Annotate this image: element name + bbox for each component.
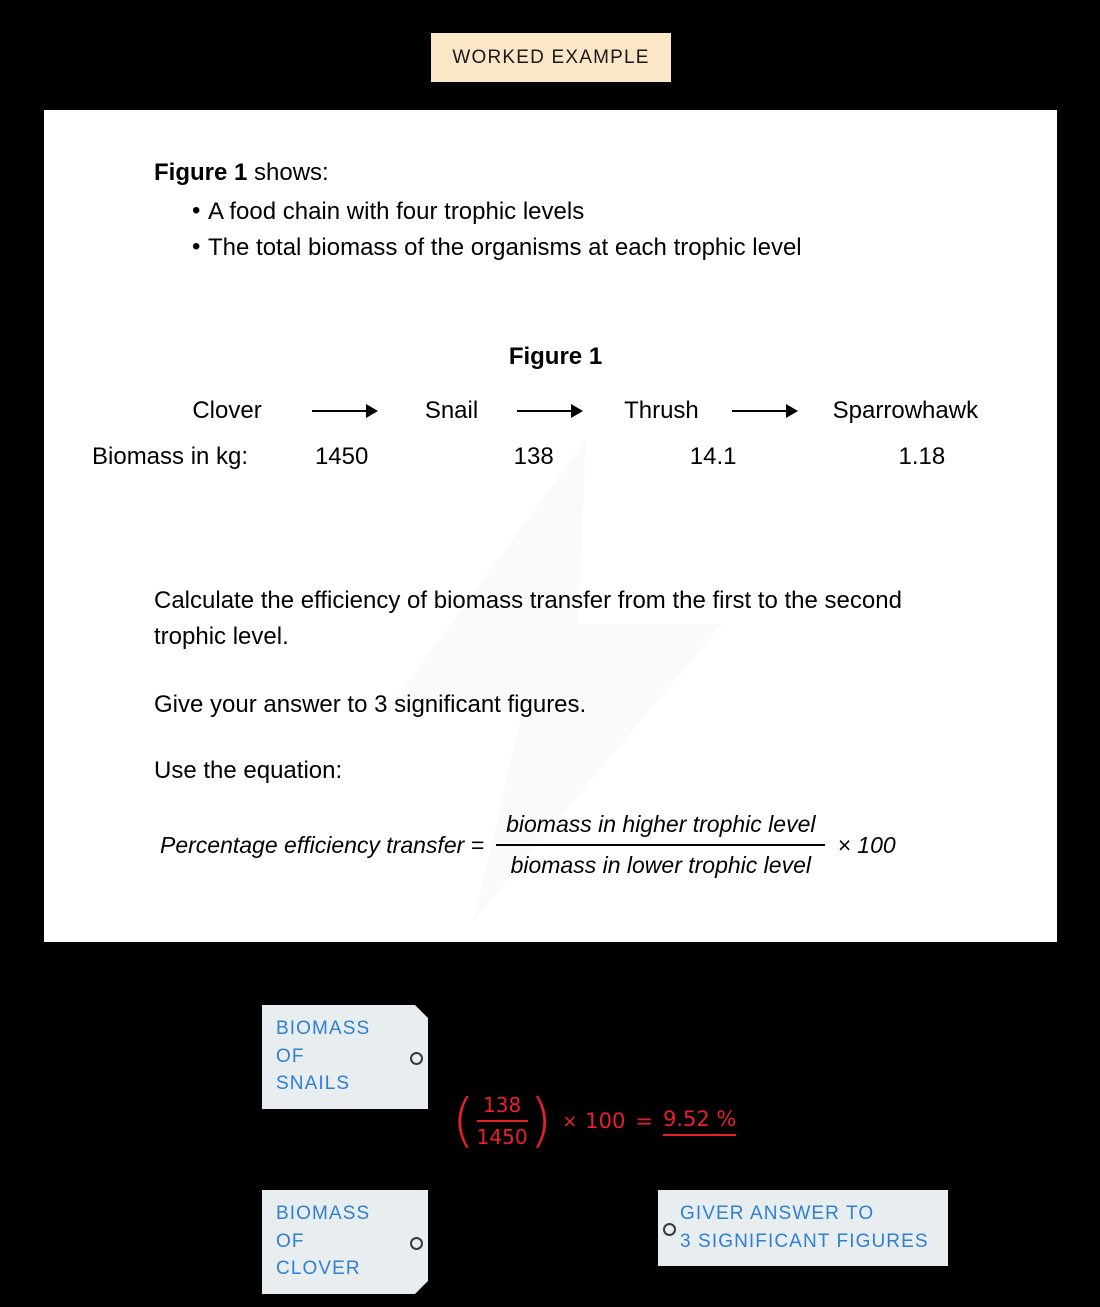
working-hundred: 100 xyxy=(585,1109,626,1133)
figure-title: Figure 1 xyxy=(508,343,603,371)
trophic-organism-3: Thrush xyxy=(624,397,699,425)
working-answer: 9.52 % xyxy=(663,1107,736,1136)
left-paren: ( xyxy=(452,1086,475,1155)
biomass-value-1: 1450 xyxy=(314,443,369,471)
tag-corner-cut xyxy=(415,1281,428,1294)
arrow-right-icon xyxy=(312,400,386,422)
equation-left-side: Percentage efficiency transfer = xyxy=(160,831,485,858)
trophic-organism-4: Sparrowhawk xyxy=(832,397,979,425)
annotation-line: GIVER ANSWER TO xyxy=(680,1203,875,1224)
worked-example-card xyxy=(44,110,1057,942)
equation-numerator: biomass in higher trophic level xyxy=(506,811,816,838)
figure-lead xyxy=(154,158,997,188)
equation-denominator: biomass in lower trophic level xyxy=(510,852,811,879)
biomass-row-label: Biomass in kg: xyxy=(92,443,249,471)
annotation-tag-biomass-snails xyxy=(262,1005,428,1109)
working-numerator: 138 xyxy=(483,1093,522,1117)
tag-notch-icon xyxy=(663,1223,676,1236)
handwritten-working xyxy=(452,1086,737,1155)
working-equals: = xyxy=(635,1109,653,1133)
list-item: • The total biomass of the organisms at each trophic level xyxy=(192,230,997,266)
list-item: • A food chain with four trophic levels xyxy=(192,194,997,230)
trophic-organism-2: Snail xyxy=(424,397,479,425)
annotation-tag-significant-figures xyxy=(658,1190,948,1266)
working-fraction xyxy=(477,1093,528,1149)
working-times: × xyxy=(562,1110,578,1132)
use-equation-instruction: Use the equation: xyxy=(154,757,343,785)
equation-fraction xyxy=(496,811,825,879)
worked-example-label: WORKED EXAMPLE xyxy=(452,46,650,68)
trophic-organism-1: Clover xyxy=(192,397,262,425)
efficiency-equation xyxy=(154,811,997,879)
question-text: Calculate the efficiency of biomass transfer from the first to the second trophic level. xyxy=(154,587,902,651)
worked-example-banner xyxy=(431,33,671,82)
food-chain-diagram xyxy=(154,397,997,425)
tag-corner-cut xyxy=(415,1005,428,1018)
arrow-right-icon xyxy=(732,400,806,422)
biomass-value-4: 1.18 xyxy=(898,443,946,471)
tag-notch-icon xyxy=(410,1237,423,1250)
annotation-line: BIOMASS OF xyxy=(276,1203,371,1252)
sig-figs-instruction: Give your answer to 3 significant figures. xyxy=(154,691,587,719)
biomass-row xyxy=(92,443,997,471)
annotation-line: BIOMASS OF xyxy=(276,1018,371,1067)
tag-notch-icon xyxy=(410,1052,423,1065)
annotation-tag-biomass-clover xyxy=(262,1190,428,1294)
biomass-value-3: 14.1 xyxy=(689,443,737,471)
figure-bullet-list xyxy=(154,194,997,265)
arrow-right-icon xyxy=(517,400,591,422)
annotation-line: CLOVER xyxy=(276,1258,361,1280)
biomass-value-2: 138 xyxy=(513,443,554,471)
annotation-line: SNAILS xyxy=(276,1073,351,1095)
right-paren: ) xyxy=(529,1086,553,1155)
figure-lead-rest: shows: xyxy=(247,159,329,186)
working-denominator: 1450 xyxy=(476,1125,528,1149)
figure-lead-bold: Figure 1 xyxy=(154,159,248,186)
equation-right-side: × 100 xyxy=(837,831,896,858)
annotation-line: 3 SIGNIFICANT FIGURES xyxy=(680,1230,929,1252)
